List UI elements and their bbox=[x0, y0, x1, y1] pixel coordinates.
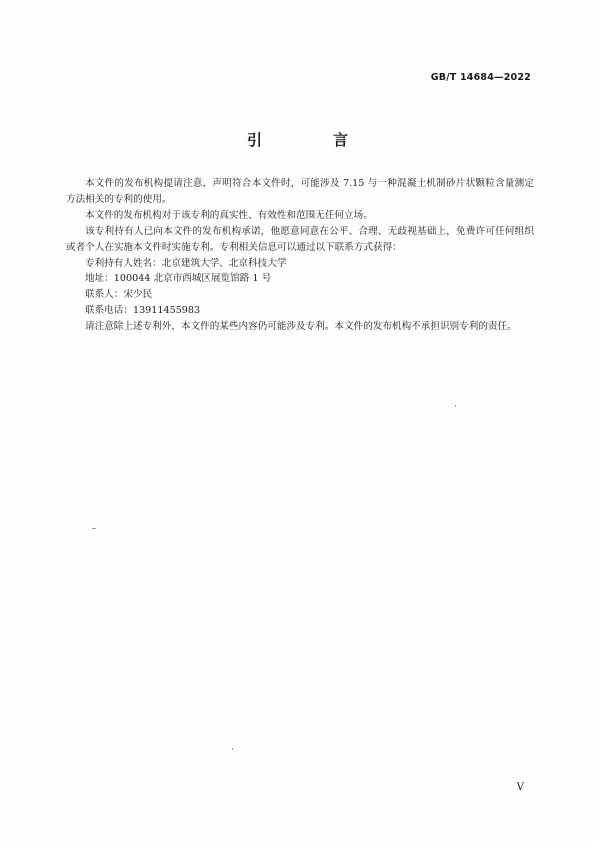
scan-speck bbox=[92, 528, 96, 529]
scan-speck bbox=[232, 748, 233, 750]
page-title: 引 言 bbox=[246, 131, 376, 149]
paragraph-no-position: 本文件的发布机构对于该专利的真实性、有效性和范围无任何立场。 bbox=[85, 209, 373, 221]
paragraph-patent-notice: 本文件的发布机构提请注意，声明符合本文件时，可能涉及 7.15 与一种混凝土机制砂片状颗粒含量测定方法相关的专利的使用。 bbox=[66, 178, 534, 205]
standard-code: GB/T 14684—2022 bbox=[430, 72, 531, 83]
paragraph-address: 地址：100044 北京市西城区展览馆路 1 号 bbox=[85, 273, 272, 285]
paragraph-contact-phone: 联系电话：13911455983 bbox=[85, 305, 201, 317]
scan-speck bbox=[455, 405, 456, 407]
paragraph-contact-person: 联系人：宋少民 bbox=[85, 289, 153, 301]
paragraph-patent-holder: 专利持有人姓名：北京建筑大学、北京科技大学 bbox=[85, 257, 287, 269]
paragraph-disclaimer: 请注意除上述专利外，本文件的某些内容仍可能涉及专利。本文件的发布机构不承担识别专利的责任。 bbox=[85, 321, 517, 333]
paragraph-patent-commitment: 该专利持有人已向本文件的发布机构承诺，他愿意同意在公平、合理、无歧视基础上，免费许可任何组织或者个人在实施本文件时实施专利。专利相关信息可以通过以下联系方式获得： bbox=[66, 225, 534, 253]
body-text bbox=[66, 176, 534, 335]
page-number: V bbox=[516, 782, 524, 793]
